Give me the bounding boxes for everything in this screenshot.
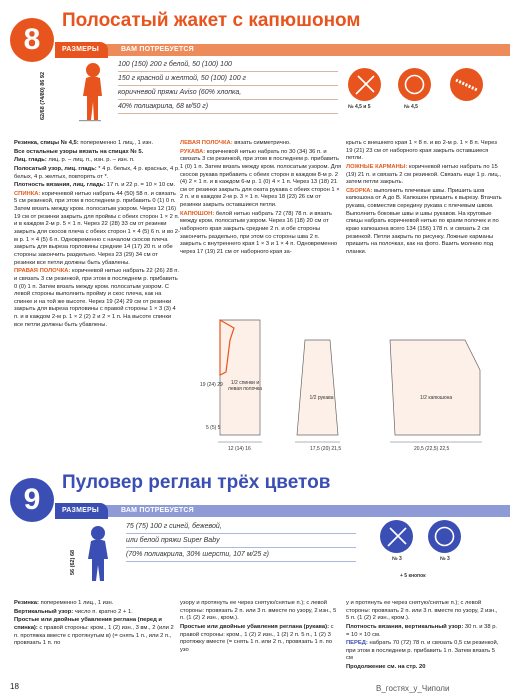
paragraph: узору и протянуть ее через снятую/снятые п.); с левой стороны: провязать 2 п. или 3 п. вместе по узору, 2 изн., 5 п. (1 (2) 2 изн., кром.). bbox=[180, 600, 337, 622]
paragraph: Лиц. гладь: лиц. р. – лиц. п., изн. р. – изн. п. bbox=[14, 157, 135, 164]
section-8-column-3 bbox=[346, 140, 502, 258]
paragraph: Резинка: попеременно 1 лиц., 1 изн. bbox=[14, 600, 114, 606]
tool-label: № 4,5 и 5 bbox=[348, 104, 371, 110]
paragraph-heading: КАПЮШОН: bbox=[180, 210, 215, 217]
paragraph: Простые или двойные убавления реглана (рукава): с правой стороны: кром., 1 (2) 2 изн., 1 (2) 2 п. 5 п., 1 (2) 3 протяжку вместе (= снять 1 п. или 2 п., провязать 1 п. по узо bbox=[180, 623, 334, 653]
paragraph-heading: РУКАВА: bbox=[180, 148, 206, 155]
paragraph: СПИНКА: коричневой нитью набрать 44 (50) 58 п. и связать 5 см резинкой, при этом в последнем р. прибавить 0 (1) 0 п. Затем вязать между кром. полосатым узором. Через 12 (16) 19 см от резинки закрыть для проймы с обеих сторон 1 × 2 п. и в каждом 2-м р. 5 × 1 п. Через 22 (28) 33 см от резинки закрыть для скосов плеча с обеих сторон 1 × 4 (5) 6 п. и во 2-м р. 1 × 4 (5) 6 п. Одновременно с началом скосов плеча закрыть для выреза горловины средние 14 (17) 20 п. и обе стороны закончить раздельно. Через 23 (29) 34 см от резинки все петли должны быть убавлены. bbox=[14, 190, 180, 266]
schematic-hood-bottom: 20,5 (22,5) 22,5 bbox=[414, 446, 450, 452]
materials-line: 100 (150) 200 г белой, 50 (100) 100 bbox=[118, 58, 338, 72]
section-9-materials bbox=[126, 520, 356, 562]
schematic-hood-label: 1/2 капюшона bbox=[420, 395, 453, 401]
tool-label: № 3 bbox=[440, 556, 450, 562]
baby-silhouette-icon bbox=[82, 525, 112, 585]
schematic-side-b: 5 (5) 5 bbox=[206, 425, 221, 431]
materials-line: или белой пряжи Super Baby bbox=[126, 534, 356, 548]
schematic-side-a: 19 (24) 29 bbox=[200, 382, 223, 388]
paragraph-heading: СПИНКА: bbox=[14, 190, 41, 197]
paragraph-heading: Простые или двойные убавления реглана (перед и спинка): bbox=[14, 617, 162, 631]
paragraph-heading: Резинка: bbox=[14, 600, 39, 606]
section-8-materials bbox=[118, 58, 338, 114]
section-9-column-2 bbox=[180, 600, 342, 655]
continued-note bbox=[346, 664, 502, 672]
section-8-column-2 bbox=[180, 140, 342, 258]
paragraph: Вертикальный узор: число п. кратно 2 + 1. bbox=[14, 608, 133, 615]
paragraph-heading: ЛОЖНЫЕ КАРМАНЫ: bbox=[346, 163, 408, 170]
section-9-sizes-label: РАЗМЕРЫ bbox=[62, 507, 99, 514]
paragraph: ЛЕВАЯ ПОЛОЧКА: вязать симметрично. bbox=[180, 140, 291, 146]
paragraph: Простые или двойные убавления реглана (перед и спинка): с правой стороны: кром., 1 (2) изн., 3 вм., 2 (или 2 п. протяжка вместе с протянутым в) (= снять 1 п., или 2 п., провязать 1 п. по bbox=[14, 617, 174, 647]
paragraph-heading: Все остальные узоры вязать на спицах № 5. bbox=[14, 148, 144, 155]
schematic-back-bottom: 12 (14) 16 bbox=[228, 446, 251, 452]
section-9-column-1 bbox=[14, 600, 180, 649]
paragraph-heading: Плотность вязания, вертикальный узор: bbox=[346, 623, 464, 630]
paragraph-heading: Резинка, спицы № 4,5: bbox=[14, 140, 79, 146]
section-9-sizes-value: 56 (62) 68 bbox=[70, 549, 76, 575]
paragraph: Резинка, спицы № 4,5: попеременно 1 лиц., 1 изн. bbox=[14, 140, 154, 146]
paragraph-heading: Вертикальный узор: bbox=[14, 608, 74, 615]
paragraph: ЛОЖНЫЕ КАРМАНЫ: коричневой нитью набрать по 15 (19) 21 п. и связать 2 см резинкой. Связать еще 1 р. лиц., затем петли закрыть. bbox=[346, 163, 501, 186]
paragraph-heading: Полосатый узор, лиц. гладь: bbox=[14, 165, 97, 172]
paragraph-heading: Простые или двойные убавления реглана (рукава): bbox=[180, 623, 329, 630]
paragraph: Плотность вязания, вертикальный узор: 30 п. и 38 р. = 10 × 10 см. bbox=[346, 623, 498, 638]
tool-label: № 4,5 bbox=[404, 104, 418, 110]
schematic-sleeve-label: 1/2 рукава bbox=[309, 395, 334, 401]
section-8-number-badge: 8 bbox=[10, 18, 54, 62]
paragraph: РУКАВА: коричневой нитью набрать по 30 (34) 36 п. и связать 3 см резинкой, при этом в последнем р. прибавить 1 (0) 1 п. Затем вязать между кром. полосатым узором. Для скосов рукава прибавить с обеих сторон в каждом 8-м р. 2 (4) 2 × 1 п. и в каждом 6-м р. 1 (0) 4 × 1 п. Через 13 (18) 21 см от резинки закрыть для оката рукава с обеих сторон 1 × 2 п. и в каждом 2-м р. 3 × 1 п. Через 18 (23) 26 см от резинки закрыть оставшиеся петли. bbox=[180, 148, 342, 209]
materials-line: (70% полиакрила, 30% шерсти, 107 м/25 г) bbox=[126, 548, 356, 562]
section-9-column-3 bbox=[346, 600, 502, 673]
schematic-back-label: 1/2 спинки и левая полочка bbox=[228, 380, 262, 392]
paragraph: крыть с внешнего края 1 × 8 п. и во 2-м р. 1 × 8 п. Через 19 (21) 23 см от наборного края закрыть оставшиеся петли. bbox=[346, 140, 497, 162]
paragraph: Плотность вязания, лиц. гладь: 17 п. и 22 р. = 10 × 10 см. bbox=[14, 182, 176, 189]
materials-line: 75 (75) 100 г синей, бежевой, bbox=[126, 520, 356, 534]
paragraph-heading: ПРАВАЯ ПОЛОЧКА: bbox=[14, 268, 71, 275]
paragraph: Полосатый узор, лиц. гладь: * 4 р. белых, 4 р. красных, 4 р. белых, 4 р. желтых, повторять от *. bbox=[14, 165, 180, 180]
tool-label: № 3 bbox=[392, 556, 402, 562]
paragraph-heading: Продолжение см. на стр. 20 bbox=[346, 664, 426, 671]
paragraph-heading: СБОРКА: bbox=[346, 187, 373, 194]
section-8-sizes-label: РАЗМЕРЫ bbox=[62, 46, 99, 53]
paragraph: у и протянуть ее через снятую/снятые п.); с левой стороны: провязать 2 п. или 3 п. вместе по узору, 2 изн., 5 п. (1 (2) 2 изн., кром.). bbox=[346, 600, 498, 622]
buttons-note: + 5 кнопок bbox=[400, 573, 426, 579]
section-8-materials-label: ВАМ ПОТРЕБУЕТСЯ bbox=[121, 46, 194, 53]
materials-line: 150 г красной и желтой, 50 (100) 100 г bbox=[118, 72, 338, 86]
paragraph-heading: ЛЕВАЯ ПОЛОЧКА: bbox=[180, 140, 233, 146]
paragraph bbox=[14, 149, 180, 157]
zipper-icon bbox=[450, 68, 483, 101]
paragraph-heading: ПЕРЕД: bbox=[346, 640, 368, 647]
knitting-needles-icon bbox=[348, 68, 381, 101]
page-number: 18 bbox=[10, 682, 19, 691]
circular-needle-icon bbox=[398, 68, 431, 101]
section-8-title: Полосатый жакет с капюшоном bbox=[62, 10, 361, 31]
section-9-title: Пуловер реглан трёх цветов bbox=[62, 472, 331, 493]
materials-line: коричневой пряжи Aviso (60% хлопка, bbox=[118, 86, 338, 100]
paragraph: СБОРКА: выполнить плечевые швы. Пришить шов капюшона от A до B. Капюшон пришить к вырезу. Втачать рукава, совместив середину рукава с плечевым швом. Выполнить боковые швы и швы рукавов. На круговые спицы набрать коричневой нитью по краям полочек и по краю капюшона всего 134 (156) 178 п. и связать 2 см резинкой. Петли закрыть по рисунку. Ложные карманы пришить на полочках, как на фото. Вшить молнию под планки. bbox=[346, 187, 502, 255]
section-9-materials-label: ВАМ ПОТРЕБУЕТСЯ bbox=[121, 507, 194, 514]
section-8-sizes-value: 62/68 (74/80) 86 92 bbox=[40, 71, 46, 120]
section-9-number-badge: 9 bbox=[10, 478, 54, 522]
schematic-sleeve-bottom: 17,5 (20) 21,5 bbox=[310, 446, 342, 452]
paragraph: ПЕРЕД: набрать 70 (72) 78 п. и связать 0,5 см резинкой, при этом в последнем р. прибавить 1 п. Затем вязать 5 см bbox=[346, 640, 499, 662]
materials-line: 40% полиакрила, 68 м/50 г) bbox=[118, 100, 338, 114]
section-8-column-1 bbox=[14, 140, 180, 330]
paragraph: ПРАВАЯ ПОЛОЧКА: коричневой нитью набрать 22 (26) 28 п. и связать 3 см резинкой, при этом в последнем р. прибавить 0 (0) 1 п. Затем вязать между кром. полосатым узором. С левой стороны выполнить пройму и скос плеча, как на спинке и на той же высоте. Через 19 (24) 29 см от резинки закрыть для выреза горловины с правой стороны 1 × 3 (3) 4 п. и в каждом 2-м р. 1 × 2 (2) 2 и 2 × 1 п. На высоте спинки все петли должны быть убавлены. bbox=[14, 268, 180, 328]
circular-needle-icon bbox=[428, 520, 461, 553]
baby-silhouette-icon bbox=[76, 62, 106, 124]
paragraph-heading: Плотность вязания, лиц. гладь: bbox=[14, 182, 106, 189]
paragraph: КАПЮШОН: белой нитью набрать 72 (78) 78 п. и вязать между кром. полосатым узором. Через 16 (18) 20 см от наборного края закрыть средние 2 п. и обе стороны закончить раздельно, при этом со стороны шва 2 п. закрыть с внутреннего края 1 × 3 и 1 × 4 п. Одновременно через 17 (19) 21 см от наборного края за- bbox=[180, 210, 338, 255]
paragraph-heading: Лиц. гладь: bbox=[14, 157, 47, 164]
knitting-needles-icon bbox=[380, 520, 413, 553]
watermark: В_гостях_у_Чиполи bbox=[376, 684, 450, 693]
